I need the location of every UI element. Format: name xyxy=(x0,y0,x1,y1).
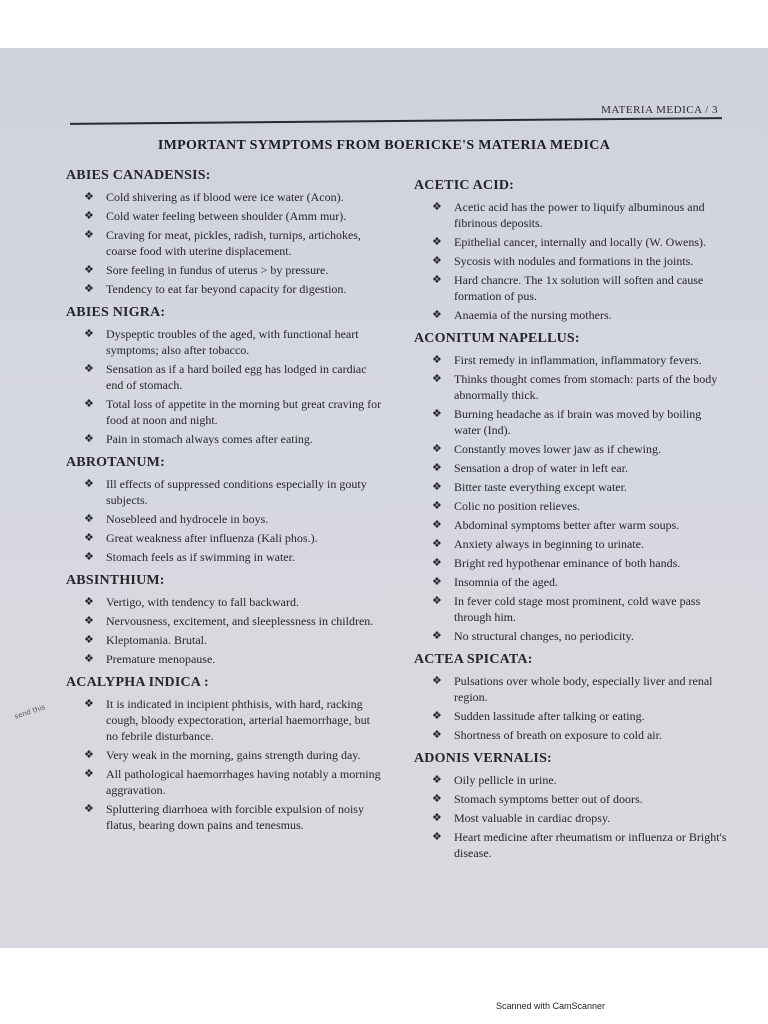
diamond-bullet-icon: ❖ xyxy=(84,229,94,241)
symptom-item xyxy=(432,234,730,250)
symptom-text: Sore feeling in fundus of uterus > by pressure. xyxy=(106,263,329,277)
diamond-bullet-icon: ❖ xyxy=(432,519,442,531)
symptom-item xyxy=(432,441,730,457)
symptom-text: It is indicated in incipient phthisis, with hard, racking cough, bloody expectoration, arterial haemorrhage, but no febrile disturbance. xyxy=(106,697,370,743)
symptom-text: Nervousness, excitement, and sleeplessness in children. xyxy=(106,614,374,628)
diamond-bullet-icon: ❖ xyxy=(432,354,442,366)
diamond-bullet-icon: ❖ xyxy=(84,653,94,665)
scanned-page xyxy=(0,48,768,948)
symptom-item xyxy=(432,498,730,514)
symptom-item xyxy=(432,371,730,403)
symptom-item xyxy=(432,772,730,788)
remedy-section xyxy=(52,168,382,297)
symptom-text: Pulsations over whole body, especially liver and renal region. xyxy=(454,674,713,704)
diamond-bullet-icon: ❖ xyxy=(432,255,442,267)
symptom-item xyxy=(432,352,730,368)
handwritten-margin-note: send this xyxy=(13,703,47,721)
remedy-section xyxy=(52,573,382,667)
remedy-section xyxy=(400,751,730,861)
symptom-text: Shortness of breath on exposure to cold air. xyxy=(454,728,662,742)
symptom-item xyxy=(84,227,382,259)
symptom-item xyxy=(432,810,730,826)
diamond-bullet-icon: ❖ xyxy=(84,264,94,276)
symptom-text: Stomach symptoms better out of doors. xyxy=(454,792,643,806)
symptom-item xyxy=(432,593,730,625)
symptom-item xyxy=(432,829,730,861)
symptom-item xyxy=(84,511,382,527)
symptom-item xyxy=(84,801,382,833)
symptom-text: Colic no position relieves. xyxy=(454,499,580,513)
symptom-item xyxy=(84,696,382,744)
symptom-item xyxy=(84,281,382,297)
diamond-bullet-icon: ❖ xyxy=(432,729,442,741)
symptom-text: Acetic acid has the power to liquify albuminous and fibrinous deposits. xyxy=(454,200,705,230)
symptom-item xyxy=(84,594,382,610)
diamond-bullet-icon: ❖ xyxy=(432,373,442,385)
symptom-text: Thinks thought comes from stomach: parts of the body abnormally thick. xyxy=(454,372,718,402)
diamond-bullet-icon: ❖ xyxy=(432,201,442,213)
symptom-text: Insomnia of the aged. xyxy=(454,575,558,589)
symptom-item xyxy=(84,766,382,798)
diamond-bullet-icon: ❖ xyxy=(432,774,442,786)
diamond-bullet-icon: ❖ xyxy=(84,328,94,340)
symptom-item xyxy=(84,189,382,205)
symptom-item xyxy=(84,262,382,278)
symptom-text: Dyspeptic troubles of the aged, with functional heart symptoms; also after tobacco. xyxy=(106,327,359,357)
diamond-bullet-icon: ❖ xyxy=(84,551,94,563)
symptom-text: In fever cold stage most prominent, cold wave pass through him. xyxy=(454,594,701,624)
diamond-bullet-icon: ❖ xyxy=(432,710,442,722)
diamond-bullet-icon: ❖ xyxy=(432,236,442,248)
remedy-heading: ABROTANUM: xyxy=(66,455,165,470)
diamond-bullet-icon: ❖ xyxy=(84,532,94,544)
right-column xyxy=(400,174,730,869)
symptom-item xyxy=(84,613,382,629)
symptom-item xyxy=(432,307,730,323)
symptom-text: Oily pellicle in urine. xyxy=(454,773,557,787)
remedy-section xyxy=(400,331,730,644)
diamond-bullet-icon: ❖ xyxy=(432,274,442,286)
diamond-bullet-icon: ❖ xyxy=(84,210,94,222)
symptom-item xyxy=(84,632,382,648)
symptom-text: Constantly moves lower jaw as if chewing. xyxy=(454,442,661,456)
symptom-text: Abdominal symptoms better after warm soups. xyxy=(454,518,680,532)
symptom-text: Very weak in the morning, gains strength during day. xyxy=(106,748,361,762)
diamond-bullet-icon: ❖ xyxy=(432,538,442,550)
diamond-bullet-icon: ❖ xyxy=(432,408,442,420)
symptom-text: First remedy in inflammation, inflammatory fevers. xyxy=(454,353,702,367)
symptom-item xyxy=(432,406,730,438)
remedy-heading: ABIES CANADENSIS: xyxy=(66,168,211,183)
symptom-text: Premature menopause. xyxy=(106,652,216,666)
diamond-bullet-icon: ❖ xyxy=(84,191,94,203)
symptom-text: Kleptomania. Brutal. xyxy=(106,633,207,647)
symptom-text: Sensation a drop of water in left ear. xyxy=(454,461,628,475)
symptom-item xyxy=(84,651,382,667)
diamond-bullet-icon: ❖ xyxy=(432,793,442,805)
remedy-section xyxy=(400,652,730,743)
symptom-text: Anaemia of the nursing mothers. xyxy=(454,308,612,322)
left-column xyxy=(52,164,382,841)
remedy-heading: ACETIC ACID: xyxy=(414,178,515,193)
symptom-text: Anxiety always in beginning to urinate. xyxy=(454,537,644,551)
symptom-item xyxy=(432,517,730,533)
symptom-item xyxy=(432,574,730,590)
symptom-item xyxy=(432,673,730,705)
symptom-item xyxy=(432,555,730,571)
symptom-item xyxy=(84,431,382,447)
symptom-item xyxy=(84,208,382,224)
page-title: IMPORTANT SYMPTOMS FROM BOERICKE'S MATERIA MEDICA xyxy=(157,138,611,153)
diamond-bullet-icon: ❖ xyxy=(84,634,94,646)
symptom-item xyxy=(84,747,382,763)
symptom-text: Hard chancre. The 1x solution will soften and cause formation of pus. xyxy=(454,273,704,303)
symptom-text: All pathological haemorrhages having notably a morning aggravation. xyxy=(106,767,381,797)
symptom-text: Bright red hypothenar eminance of both hands. xyxy=(454,556,681,570)
diamond-bullet-icon: ❖ xyxy=(432,831,442,843)
diamond-bullet-icon: ❖ xyxy=(432,462,442,474)
header-rule xyxy=(70,117,722,125)
symptom-text: Tendency to eat far beyond capacity for digestion. xyxy=(106,282,347,296)
symptom-item xyxy=(432,199,730,231)
remedy-section xyxy=(52,305,382,447)
symptom-item xyxy=(84,476,382,508)
diamond-bullet-icon: ❖ xyxy=(432,630,442,642)
symptom-text: Nosebleed and hydrocele in boys. xyxy=(106,512,269,526)
diamond-bullet-icon: ❖ xyxy=(84,749,94,761)
symptom-item xyxy=(84,396,382,428)
diamond-bullet-icon: ❖ xyxy=(84,283,94,295)
remedy-section xyxy=(400,178,730,323)
symptom-text: Ill effects of suppressed conditions especially in gouty subjects. xyxy=(106,477,367,507)
symptom-text: Spluttering diarrhoea with forcible expulsion of noisy flatus, bearing down pains and tenesmus. xyxy=(106,802,364,832)
diamond-bullet-icon: ❖ xyxy=(432,500,442,512)
diamond-bullet-icon: ❖ xyxy=(84,433,94,445)
symptom-text: Cold shivering as if blood were ice water (Acon). xyxy=(106,190,344,204)
diamond-bullet-icon: ❖ xyxy=(432,812,442,824)
symptom-item xyxy=(432,460,730,476)
diamond-bullet-icon: ❖ xyxy=(432,557,442,569)
symptom-text: Bitter taste everything except water. xyxy=(454,480,627,494)
diamond-bullet-icon: ❖ xyxy=(84,513,94,525)
symptom-text: Cold water feeling between shoulder (Amm mur). xyxy=(106,209,347,223)
diamond-bullet-icon: ❖ xyxy=(84,803,94,815)
remedy-heading: ABSINTHIUM: xyxy=(66,573,165,588)
symptom-item xyxy=(84,361,382,393)
symptom-text: Sensation as if a hard boiled egg has lodged in cardiac end of stomach. xyxy=(106,362,367,392)
symptom-item xyxy=(432,628,730,644)
diamond-bullet-icon: ❖ xyxy=(84,596,94,608)
diamond-bullet-icon: ❖ xyxy=(432,481,442,493)
symptom-text: Great weakness after influenza (Kali phos.). xyxy=(106,531,318,545)
symptom-item xyxy=(84,549,382,565)
diamond-bullet-icon: ❖ xyxy=(432,595,442,607)
symptom-item xyxy=(432,727,730,743)
remedy-section xyxy=(52,675,382,833)
symptom-text: Burning headache as if brain was moved by boiling water (Ind). xyxy=(454,407,702,437)
remedy-heading: ABIES NIGRA: xyxy=(66,305,166,320)
diamond-bullet-icon: ❖ xyxy=(432,675,442,687)
diamond-bullet-icon: ❖ xyxy=(84,478,94,490)
diamond-bullet-icon: ❖ xyxy=(84,698,94,710)
diamond-bullet-icon: ❖ xyxy=(432,443,442,455)
symptom-text: Total loss of appetite in the morning but great craving for food at noon and night. xyxy=(106,397,382,427)
symptom-item xyxy=(84,530,382,546)
remedy-section xyxy=(52,455,382,565)
symptom-text: Heart medicine after rheumatism or influenza or Bright's disease. xyxy=(454,830,727,860)
diamond-bullet-icon: ❖ xyxy=(84,768,94,780)
symptom-item xyxy=(84,326,382,358)
diamond-bullet-icon: ❖ xyxy=(84,615,94,627)
symptom-item xyxy=(432,479,730,495)
symptom-text: Sycosis with nodules and formations in the joints. xyxy=(454,254,694,268)
scanner-watermark: Scanned with CamScanner xyxy=(496,1001,606,1011)
symptom-item xyxy=(432,708,730,724)
symptom-text: Vertigo, with tendency to fall backward. xyxy=(106,595,299,609)
diamond-bullet-icon: ❖ xyxy=(432,309,442,321)
remedy-heading: ACTEA SPICATA: xyxy=(414,652,533,667)
symptom-text: Most valuable in cardiac dropsy. xyxy=(454,811,611,825)
diamond-bullet-icon: ❖ xyxy=(84,363,94,375)
remedy-heading: ACALYPHA INDICA : xyxy=(66,675,209,690)
symptom-item xyxy=(432,253,730,269)
symptom-text: Craving for meat, pickles, radish, turnips, artichokes, coarse food with uterine displacement. xyxy=(106,228,361,258)
symptom-item xyxy=(432,791,730,807)
remedy-heading: ACONITUM NAPELLUS: xyxy=(414,331,580,346)
symptom-item xyxy=(432,272,730,304)
running-head: MATERIA MEDICA / 3 xyxy=(601,104,718,116)
symptom-text: Epithelial cancer, internally and locally (W. Owens). xyxy=(454,235,706,249)
diamond-bullet-icon: ❖ xyxy=(432,576,442,588)
symptom-text: Pain in stomach always comes after eating. xyxy=(106,432,313,446)
symptom-text: No structural changes, no periodicity. xyxy=(454,629,634,643)
symptom-item xyxy=(432,536,730,552)
remedy-heading: ADONIS VERNALIS: xyxy=(414,751,552,766)
diamond-bullet-icon: ❖ xyxy=(84,398,94,410)
symptom-text: Stomach feels as if swimming in water. xyxy=(106,550,295,564)
symptom-text: Sudden lassitude after talking or eating. xyxy=(454,709,645,723)
